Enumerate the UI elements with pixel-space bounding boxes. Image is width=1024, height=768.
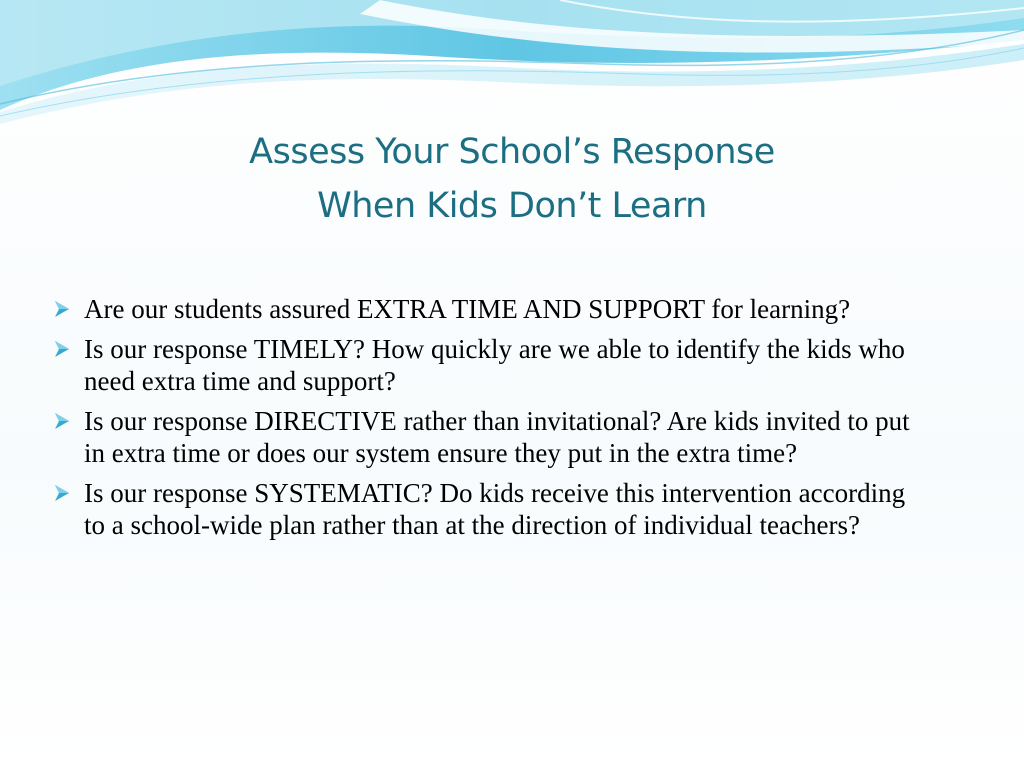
arrowhead-bullet-icon xyxy=(52,339,72,359)
slide-title xyxy=(112,125,912,233)
slide-title-line-1: Assess Your School’s Response xyxy=(249,132,775,172)
bullet-item xyxy=(52,293,932,325)
bullet-text: Is our response SYSTEMATIC? Do kids receive this intervention according to a school-wide plan rather than at the direction of individual teachers? xyxy=(84,478,906,540)
bullet-item xyxy=(52,405,932,469)
header-wave-decoration xyxy=(0,0,1024,130)
bullet-list xyxy=(52,293,932,549)
bullet-item xyxy=(52,477,932,541)
slide-title-line-2: When Kids Don’t Learn xyxy=(317,186,707,226)
arrowhead-bullet-icon xyxy=(52,483,72,503)
arrowhead-bullet-icon xyxy=(52,411,72,431)
bullet-text: Is our response TIMELY? How quickly are we able to identify the kids who need extra time and support? xyxy=(84,334,905,396)
arrowhead-bullet-icon xyxy=(52,299,72,319)
bullet-item xyxy=(52,333,932,397)
bullet-text: Are our students assured EXTRA TIME AND SUPPORT for learning? xyxy=(84,294,851,324)
bullet-text: Is our response DIRECTIVE rather than invitational? Are kids invited to put in extra time or does our system ensure they put in the extra time? xyxy=(84,406,910,468)
